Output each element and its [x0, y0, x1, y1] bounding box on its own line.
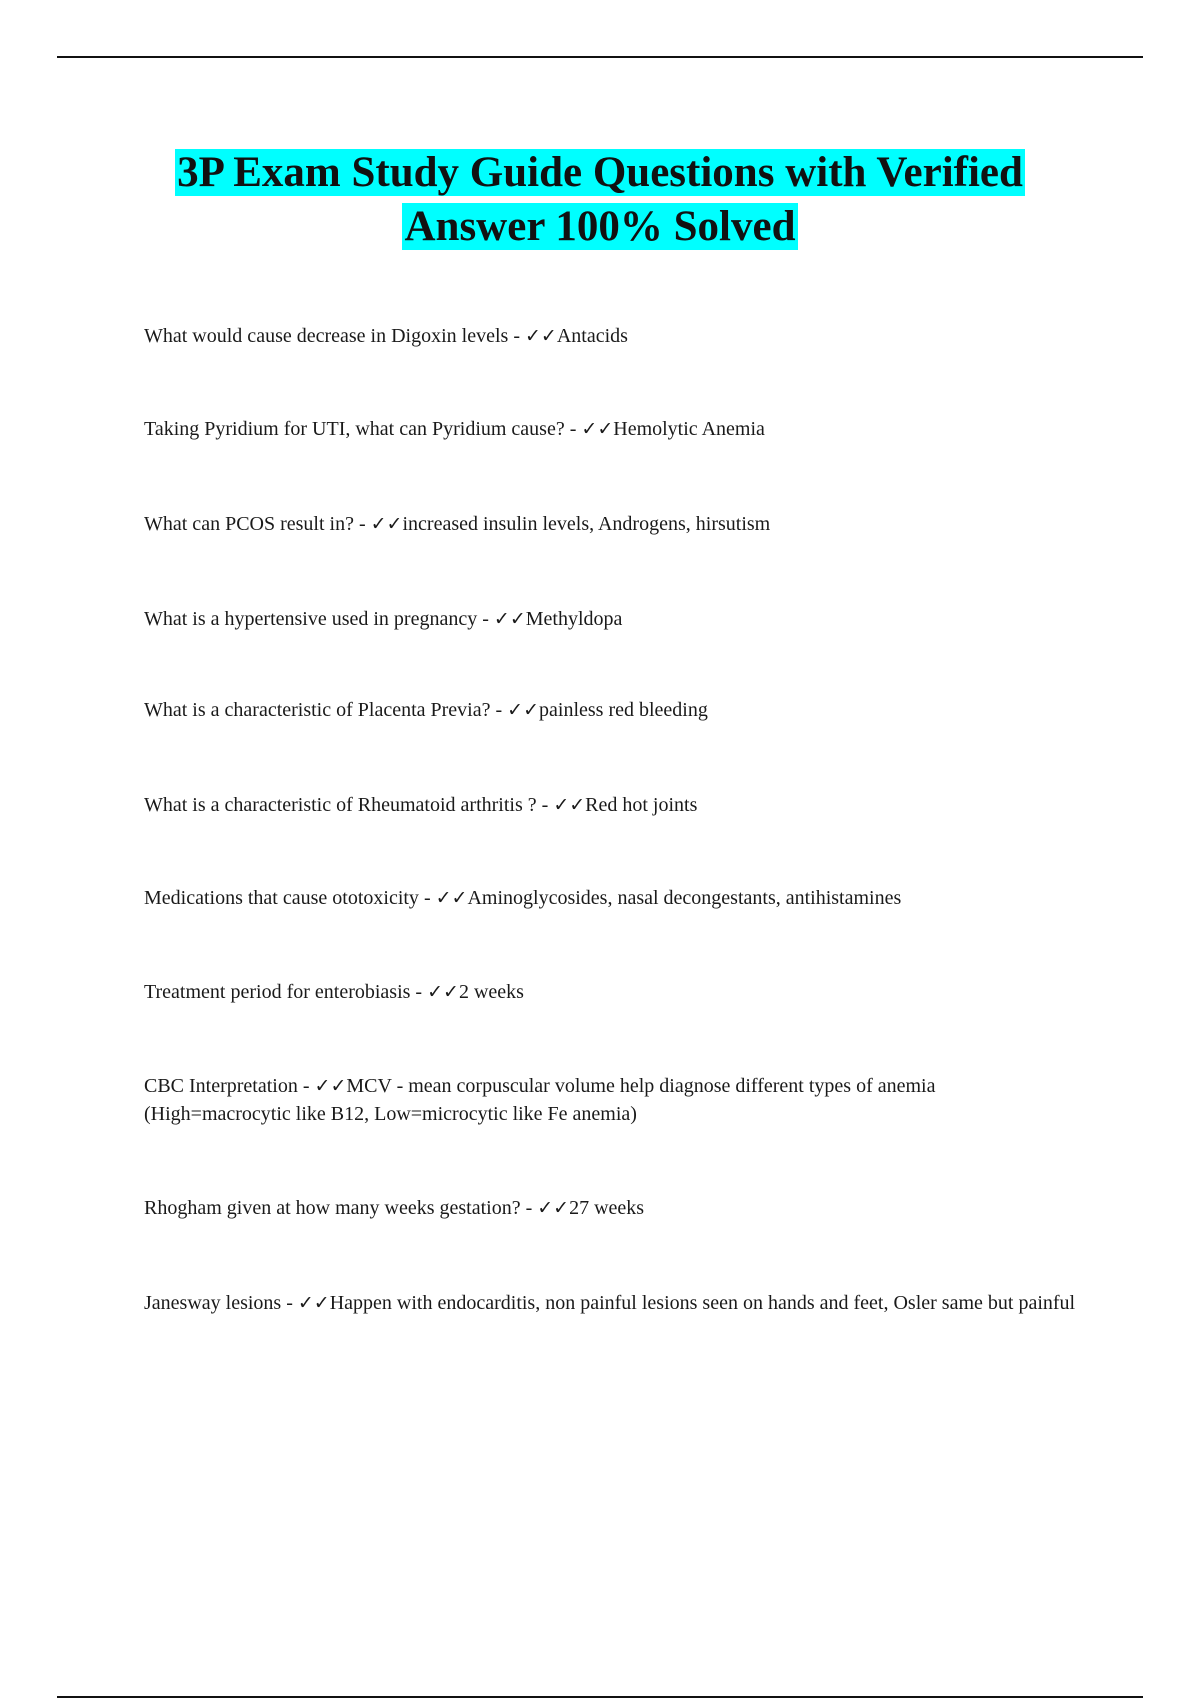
- separator: -: [477, 608, 494, 630]
- double-check-icon: ✓✓: [297, 1292, 330, 1314]
- answer: 27 weeks: [569, 1197, 645, 1219]
- double-check-icon: ✓✓: [370, 513, 403, 535]
- qa-item: [144, 322, 1084, 350]
- answer: Red hot joints: [585, 794, 698, 816]
- answer: Hemolytic Anemia: [613, 418, 765, 440]
- qa-item: [144, 510, 1084, 538]
- qa-item: [144, 884, 1084, 912]
- question: CBC Interpretation: [144, 1075, 298, 1097]
- qa-item: [144, 1072, 1084, 1128]
- separator: -: [297, 1075, 315, 1097]
- title-line-1: 3P Exam Study Guide Questions with Verified: [177, 149, 1023, 196]
- answer: increased insulin levels, Androgens, hirsutism: [402, 513, 771, 535]
- qa-item: [144, 791, 1084, 819]
- qa-item: [144, 696, 1084, 724]
- top-rule: [57, 56, 1143, 58]
- separator: -: [564, 418, 582, 440]
- qa-item: [144, 605, 1084, 633]
- answer: Antacids: [556, 325, 628, 347]
- question: What would cause decrease in Digoxin levels: [144, 325, 509, 347]
- double-check-icon: ✓✓: [507, 699, 540, 721]
- separator: -: [410, 981, 428, 1003]
- question: Taking Pyridium for UTI, what can Pyridium cause?: [144, 418, 565, 440]
- separator: -: [536, 794, 554, 816]
- qa-item: [144, 1194, 1084, 1222]
- double-check-icon: ✓✓: [427, 981, 459, 1003]
- question: Janesway lesions: [144, 1292, 282, 1314]
- double-check-icon: ✓✓: [525, 325, 557, 347]
- question: What is a characteristic of Rheumatoid arthritis ?: [144, 794, 537, 816]
- answer: Methyldopa: [525, 608, 623, 630]
- double-check-icon: ✓✓: [553, 794, 586, 816]
- qa-item: [144, 1289, 1084, 1317]
- question: Medications that cause ototoxicity: [144, 887, 419, 909]
- double-check-icon: ✓✓: [537, 1197, 570, 1219]
- qa-item: [144, 415, 1084, 443]
- separator: -: [520, 1197, 538, 1219]
- question: Rhogham given at how many weeks gestation?: [144, 1197, 521, 1219]
- answer: MCV - mean corpuscular volume help diagnose different types of anemia (High=macrocytic like B12, Low=microcytic like Fe anemia): [144, 1075, 936, 1125]
- answer: Aminoglycosides, nasal decongestants, antihistamines: [467, 887, 902, 909]
- separator: -: [490, 699, 508, 721]
- separator: -: [353, 513, 371, 535]
- answer: painless red bleeding: [539, 699, 708, 721]
- qa-item: [144, 978, 1084, 1006]
- double-check-icon: ✓✓: [435, 887, 468, 909]
- bottom-rule: [57, 1696, 1143, 1698]
- double-check-icon: ✓✓: [581, 418, 614, 440]
- question: What is a hypertensive used in pregnancy: [144, 608, 478, 630]
- title-line-2: Answer 100% Solved: [404, 203, 796, 250]
- double-check-icon: ✓✓: [314, 1075, 347, 1097]
- document-title: [0, 146, 1200, 254]
- separator: -: [508, 325, 525, 347]
- question: What can PCOS result in?: [144, 513, 354, 535]
- answer: 2 weeks: [458, 981, 524, 1003]
- question: Treatment period for enterobiasis: [144, 981, 411, 1003]
- separator: -: [418, 887, 436, 909]
- double-check-icon: ✓✓: [493, 608, 526, 630]
- separator: -: [281, 1292, 298, 1314]
- answer: Happen with endocarditis, non painful lesions seen on hands and feet, Osler same but painful: [329, 1292, 1076, 1314]
- question: What is a characteristic of Placenta Previa?: [144, 699, 491, 721]
